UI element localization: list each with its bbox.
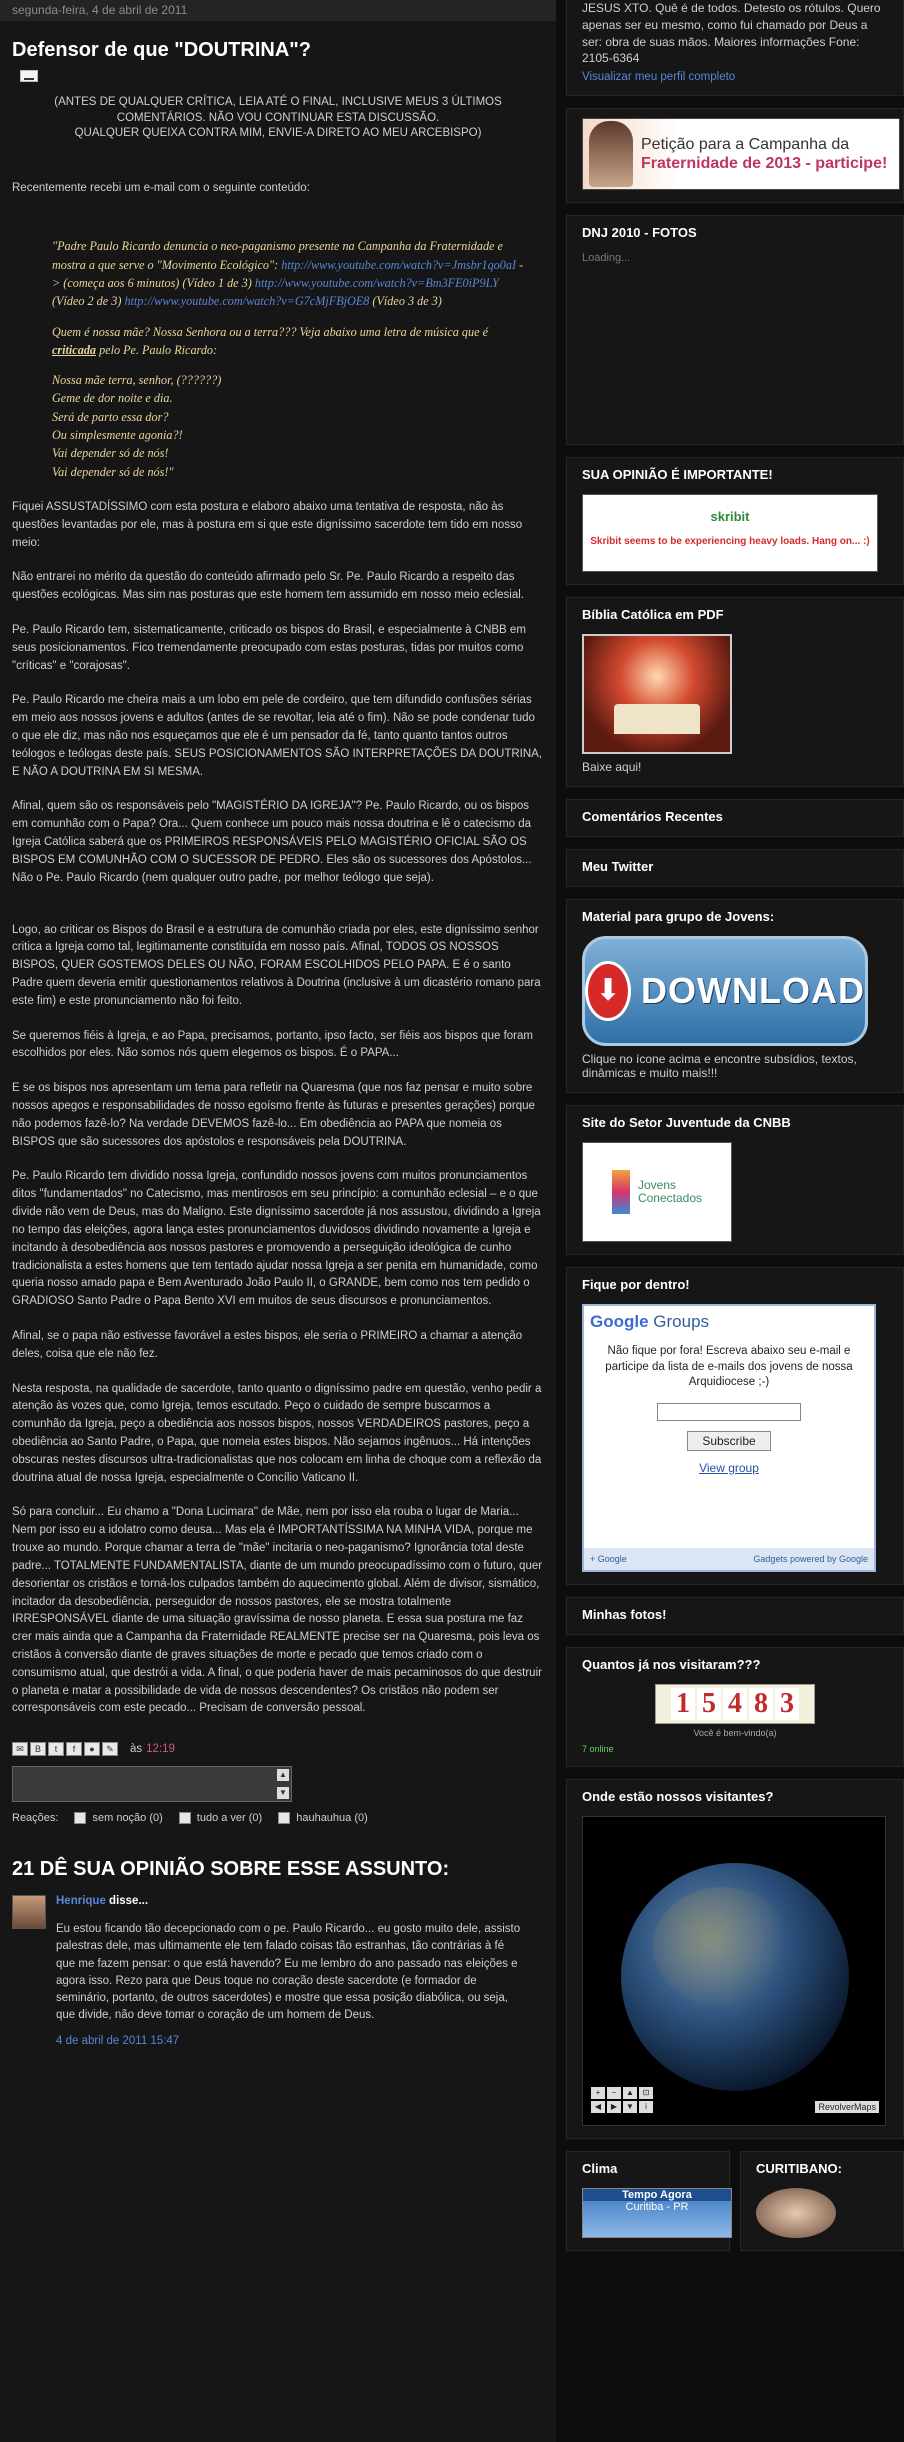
widget-title: Site do Setor Juventude da CNBB xyxy=(582,1115,791,1131)
dnj-photos-widget xyxy=(566,215,904,445)
widget-title: SUA OPINIÃO É IMPORTANTE! xyxy=(582,467,773,483)
google-groups-logo: Google Groups xyxy=(590,1312,710,1332)
skribit-logo: skribit xyxy=(710,509,750,525)
post-title[interactable]: Defensor de que "DOUTRINA"? xyxy=(12,39,311,61)
widget-title: Onde estão nossos visitantes? xyxy=(582,1789,774,1805)
globe-controls xyxy=(591,2087,653,2113)
paragraph: Se queremos fiéis à Igreja, e ao Papa, precisamos, portanto, ipso facto, ser fiéis aos bispos que foram escolhidos por eles. Não somos nós quem elegemos os bispos. É o PAPA... xyxy=(12,1029,533,1060)
paragraph: Nesta resposta, na qualidade de sacerdote, tanto quanto o digníssimo padre em questão, venho pedir a atenção às vozes que, como Igreja, temos escutado. Peço o cuidado de sempre buscarmos a comunhão da Igreja, peço a obediência aos nossos bispos, nossos VERDADEIROS pastores, peço a obediência ao Santo Padre, o Papa, que nomeia estes bispos. Não sejamos ingênuos... Há intenções obscuras nestes discursos ultra-tradicionalistas que nos colocam em linha de choque com a reflexão da doutrina atual de nossa Igreja, especialmente o Concílio Vaticano II. xyxy=(12,1382,542,1484)
petition-photo xyxy=(589,121,633,187)
paragraph: Pe. Paulo Ricardo me cheira mais a um lobo em pele de cordeiro, que tem difundido confusões sérias em meio aos nossos jovens e adultos (antes de se revoltar, leia até o fim). Não se pode condenar tudo o que ele diz, mas não nos esqueçamos que ele é um pensador da fé, tanto quanto tantos outros teólogos e teólogas deste país. SEUS POSICIONAMENTOS SÃO INTERPRETAÇÕES DA DOUTRINA, E NÃO A DOUTRINA EM SI MESMA. xyxy=(12,694,543,778)
reactions: Reações: sem noção (0) tudo a ver (0) hauhauhua (0) xyxy=(12,1812,368,1825)
post-time-link[interactable]: 12:19 xyxy=(146,1743,175,1756)
revolvermaps-link[interactable]: RevolverMaps xyxy=(815,2101,879,2113)
arrow-right-icon[interactable]: ▶ xyxy=(607,2101,621,2113)
intro-text: Recentemente recebi um e-mail com o seguinte conteúdo: xyxy=(12,181,310,194)
twitter-widget xyxy=(566,849,904,887)
gadgets-powered[interactable]: Gadgets powered by Google xyxy=(753,1554,868,1565)
arrow-up-icon[interactable]: ▲ xyxy=(623,2087,637,2099)
petition-banner[interactable]: Petição para a Campanha da Fraternidade de 2013 - participe! xyxy=(582,118,900,190)
avatar[interactable] xyxy=(12,1895,46,1929)
arrow-left-icon[interactable]: ◀ xyxy=(591,2101,605,2113)
profile-widget xyxy=(566,0,904,96)
subscribe-button[interactable]: Subscribe xyxy=(687,1431,771,1451)
video-link-1[interactable]: http://www.youtube.com/watch?v=Jmsbr1qo0aI xyxy=(281,257,517,272)
info-icon[interactable]: i xyxy=(639,2101,653,2113)
song-lyrics: Nossa mãe terra, senhor, (??????) Geme de dor noite e dia. Será de parto essa dor? Ou simplesmente agonia?! Vai depender só de nós! Vai depender só de nós!" xyxy=(52,373,222,479)
gadget-footer xyxy=(584,1548,874,1570)
arrow-down-icon[interactable]: ▼ xyxy=(623,2101,637,2113)
curitiba-image[interactable] xyxy=(756,2188,836,2238)
zoom-in-icon[interactable]: + xyxy=(591,2087,605,2099)
visits-widget xyxy=(566,1647,904,1767)
buzz-share-icon[interactable]: ● xyxy=(84,1742,100,1756)
jovens-conectados-logo[interactable]: Jovens Conectados xyxy=(582,1142,732,1242)
zoom-out-icon[interactable]: − xyxy=(607,2087,621,2099)
widget-title: CURITIBANO: xyxy=(756,2161,842,2177)
groups-description: Não fique por fora! Escreva abaixo seu e-mail e participe da lista de e-mails dos jovens de nossa Arquidiocese ;-) xyxy=(605,1345,853,1389)
youth-material-widget xyxy=(566,899,904,1093)
widget-title: Quantos já nos visitaram??? xyxy=(582,1657,761,1673)
profile-link[interactable]: Visualizar meu perfil completo xyxy=(582,71,736,84)
recent-comments-widget xyxy=(566,799,904,837)
comment: Henrique disse... Eu estou ficando tão decepcionado com o pe. Paulo Ricardo... eu gosto muito dele, assisto palestras dele, mas ultimamente ele tem falado coisas tão estranhas, tão contrárias à fé que me fazem pensar: o que está havendo? Eu me lembro do ano passado nas eleições e agora isso. Rezo para que Deus toque no coração deste sacerdote (e formador de seminário, portanto, de outros sacerdotes) e mostre que essa posição diabólica, ou seja, que divide, não deve tomar o coração de um homem de Deus. 4 de abril de 2011 15:47 xyxy=(12,1895,556,2047)
paragraph: Afinal, se o papa não estivesse favorável a estes bispos, ele seria o PRIMEIRO a chamar a atenção deles, coisa que ele não fez. xyxy=(12,1329,523,1360)
email-share-icon[interactable]: ✉ xyxy=(12,1742,28,1756)
paragraph: Só para concluir... Eu chamo a "Dona Lucimara" de Mãe, nem por isso ela rouba o lugar de Maria... Nem por isso eu a idolatro como deusa... Mas ela é IMPORTANTÍSSIMA NA MINHA VIDA, porque me trouxe ao mundo. Porque chamar a terra de "mãe" incitaria o neo-paganismo? Ignorância total deste padre... TOTALMENTE FUNDAMENTALISTA, diante de um mundo preocupadíssimo com o futuro, quer desorientar os cristãos e torná-los culpados também do aquecimento global. Além de divisor, sismático, incitador da desobediência, perseguidor de nossos pastores, ele se mostra totalmente IRRESPONSÁVEL diante de uma situação gravíssima de nosso planeta. E essa sua postura me faz crer mais ainda que a Campanha da Fraternidade REALMENTE precise ser na Quaresma, pois leva os cristãos à conversão diante de graves situações de morte e pecado que temos criado com o consumismo atual, que destrói a vida. A final, o que poderia haver de mais pecaminosos do que destruir o planeta e matar a possibilidade de vida de nossos descendentes? Os cristãos não podem ser corresponsáveis com este pecado... Precisam de conversão pessoal. xyxy=(12,1506,543,1715)
reaction-option[interactable]: hauhauhua (0) xyxy=(278,1812,368,1824)
weather-box[interactable]: Tempo Agora Curitiba - PR xyxy=(582,2188,732,2238)
widget-title: Fique por dentro! xyxy=(582,1277,690,1293)
opinion-widget xyxy=(566,457,904,585)
paragraph: Pe. Paulo Ricardo tem dividido nossa Igreja, confundido nossos jovens com muitos pronunciamentos ditos "fundamentados" no Catecismo, mas mentirosos em seu princípio: a comunhão eclesial – e o que divide não vem de Deus, mas do Maligno. Este digníssimo sacerdote já nos assustou, dividindo a Igreja no tempo das eleições, agora lança estes pronunciamentos duvidosos dividindo novamente a Igreja e incitando à desobediência aos nossos pastores e promovendo a perseguição ideológica de cunho tradicionalista a estes homens que tem tentado ajudar nossa Igreja a ser penita em humanidade, como queria nosso amado papa e Bem Aventurado João Paulo II, o GRANDE, bem como nos tem pedido o GRADIOSO Santo Padre o Papa Bento XVI em muitos de seus discursos e pronunciamentos. xyxy=(12,1170,541,1308)
download-caption: Clique no ícone acima e encontre subsídios, textos, dinâmicas e muito mais!!! xyxy=(582,1052,857,1081)
photos-widget xyxy=(566,1597,904,1635)
reaction-checkbox[interactable] xyxy=(179,1812,191,1824)
fullscreen-icon[interactable]: ⊡ xyxy=(639,2087,653,2099)
paragraph: Afinal, quem são os responsáveis pelo "MAGISTÉRIO DA IGREJA"? Pe. Paulo Ricardo, ou os bispos em comunhão com o Papa? Ora... Quem conhece um pouco mais nossa doutrina e lê o catecismo da Igreja Católica saberá que os PRIMEIROS RESPONSÁVEIS PELO MAGISTÉRIO OFICIAL SÃO OS BISPOS EM COMUNHÃO COM O SUCESSOR DE PEDRO. Eles são os sucessores dos Apóstolos... Não o Pe. Paulo Ricardo (nem qualquer outro padre, por melhor teólogo que seja). xyxy=(12,800,532,884)
counter-note: Você é bem-vindo(a) xyxy=(693,1728,777,1739)
online-count: 7 online xyxy=(582,1744,614,1755)
paragraph: Fiquei ASSUSTADÍSSIMO com esta postura e elaboro abaixo uma tentativa de resposta, não às questões levantadas por ele, mas à postura em si que este digníssimo sacerdote tem tido em nosso meio: xyxy=(12,500,523,549)
paragraph: Não entrarei no mérito da questão do conteúdo afirmado pelo Sr. Pe. Paulo Ricardo a respeito das questões ecológicas. Mas sim nas posturas que este homem tem assumido em nosso meio eclesial. xyxy=(12,571,524,602)
google-groups-box xyxy=(582,1304,876,1572)
reaction-checkbox[interactable] xyxy=(74,1812,86,1824)
widget-title: Meu Twitter xyxy=(582,859,654,875)
petition-widget xyxy=(566,108,904,203)
widget-title: Bíblia Católica em PDF xyxy=(582,607,724,623)
post-body xyxy=(0,95,556,1718)
view-group-link[interactable]: View group xyxy=(699,1460,759,1475)
groups-widget xyxy=(566,1267,904,1585)
weather-widget xyxy=(566,2151,730,2251)
skribit-error: Skribit seems to be experiencing heavy loads. Hang on... :) xyxy=(590,536,870,548)
post-notice: (ANTES DE QUALQUER CRÍTICA, LEIA ATÉ O FINAL, INCLUSIVE MEUS 3 ÚLTIMOS COMENTÁRIOS. NÃO VOU CONTINUAR ESTA DISCUSSÃO. QUALQUER QUEIXA CONTRA MIM, ENVIE-A DIRETO AO MEU ARCEBISPO) xyxy=(54,96,502,140)
curitiba-widget xyxy=(740,2151,904,2251)
download-arrow-icon: ⬇ xyxy=(585,961,631,1021)
skribit-box[interactable] xyxy=(582,494,878,572)
paragraph: E se os bispos nos apresentam um tema para refletir na Quaresma (que nos faz pensar e muito sobre nossos apegos e responsabilidades de nosso egoísmo frente às futuras e presentes gerações) porque não podemos fazê-lo? Na verdade DEVEMOS fazê-lo... Em obediência ao PAPA que nomeia os BISPOS que são sucessores dos apóstolos e responsáveis pela DOUTRINA. xyxy=(12,1082,535,1148)
add-to-google-button[interactable]: + Google xyxy=(590,1554,627,1565)
widget-title: Comentários Recentes xyxy=(582,809,723,825)
reaction-option[interactable]: tudo a ver (0) xyxy=(179,1812,262,1824)
cross-icon xyxy=(612,1170,630,1214)
reaction-option[interactable]: sem noção (0) xyxy=(74,1812,162,1824)
quick-edit-icon[interactable]: ✎ xyxy=(102,1742,118,1756)
comment-date-link[interactable]: 4 de abril de 2011 15:47 xyxy=(56,2034,180,2047)
reaction-checkbox[interactable] xyxy=(278,1812,290,1824)
widget-title: Clima xyxy=(582,2161,618,2177)
cnbb-widget xyxy=(566,1105,904,1255)
post-date: segunda-feira, 4 de abril de 2011 xyxy=(0,0,556,21)
scroll-up-icon[interactable]: ▲ xyxy=(277,1769,289,1781)
download-button[interactable]: ⬇ DOWNLOAD xyxy=(582,936,868,1046)
profile-text: JESUS XTO. Quê é de todos. Detesto os rótulos. Quero apenas ser eu mesmo, como fui chamado por Deus a ser: obra de suas mãos. Maiores informações Fone: 2105-6364 xyxy=(582,1,881,66)
widget-title: Material para grupo de Jovens: xyxy=(582,909,775,925)
paragraph: Pe. Paulo Ricardo tem, sistematicamente, criticado os bispos do Brasil, e especialmente à CNBB em seus posicionamentos. Fico tremendamente preocupado com estas posturas, tidas por muitos como "críticas" e "corajosas". xyxy=(12,623,526,672)
video-link-2[interactable]: http://www.youtube.com/watch?v=Bm3FE0iP9LY xyxy=(254,275,499,290)
bottom-widgets xyxy=(566,2151,904,2263)
blog-share-icon[interactable]: B xyxy=(30,1742,46,1756)
video-link-3[interactable]: http://www.youtube.com/watch?v=G7cMjFBjOE8 xyxy=(124,294,370,309)
paragraph: Logo, ao criticar os Bispos do Brasil e a estrutura de comunhão criada por eles, este digníssimo senhor critica a Igreja como tal, legitimamente constituída em nosso país. Afinal, TODOS OS NOSSOS BISPOS, QUER GOSTEMOS DELES OU NÃO, FORAM ESCOLHIDOS PELO PAPA. E é o santo Padre quem deveria emitir questionamentos relativos à Doutrina (inclusive à um dicastério romano para este fim) e este pronunciamento não foi feito. xyxy=(12,923,541,1007)
comment-author[interactable]: Henrique xyxy=(56,1895,106,1908)
sidebar xyxy=(566,0,904,2442)
widget-title: Minhas fotos! xyxy=(582,1607,667,1623)
bible-widget xyxy=(566,597,904,787)
bible-image[interactable] xyxy=(582,634,732,754)
widget-title: DNJ 2010 - FOTOS xyxy=(582,225,697,241)
email-quote: "Padre Paulo Ricardo denuncia o neo-paganismo presente na Campanha da Fraternidade e mostra a que serve o "Movimento Ecológico": http://www.youtube.com/watch?v=Jmsbr1qo0aI -> (começa aos 6 minutos) (Vídeo 1 de 3) http://www.youtube.com/watch?v=Bm3FE0iP9LY (Vídeo 2 de 3) http://www.youtube.com/watch?v=G7cMjFBjOE8 (Vídeo 3 de 3) Quem é nossa mãe? Nossa Senhora ou a terra??? Veja abaixo uma letra de música que é criticada pelo Pe. Paulo Ricardo: Nossa mãe terra, senhor, (??????) Geme de dor noite e dia. Será de parto essa dor? Ou simplesmente agonia?! Vai depender só de nós! Vai depender só de nós!" xyxy=(52,237,544,481)
visitor-globe[interactable] xyxy=(582,1816,886,2126)
scroll-down-icon[interactable]: ▼ xyxy=(277,1787,289,1799)
twitter-share-icon[interactable]: t xyxy=(48,1742,64,1756)
share-bar: ✉ B t f ● ✎ às 12:19 xyxy=(12,1740,556,1758)
visitors-map-widget xyxy=(566,1779,904,2139)
bible-caption: Baixe aqui! xyxy=(582,760,642,775)
visit-counter[interactable]: 1 5 4 8 3 xyxy=(655,1684,815,1724)
facebook-share-icon[interactable]: f xyxy=(66,1742,82,1756)
loading-text: Loading... xyxy=(582,252,631,265)
comments-heading: 21 DÊ SUA OPINIÃO SOBRE ESSE ASSUNTO: xyxy=(12,1858,450,1881)
email-post-icon[interactable] xyxy=(20,70,38,82)
comment-text: Eu estou ficando tão decepcionado com o pe. Paulo Ricardo... eu gosto muito dele, assisto palestras dele, mas ultimamente ele tem falado coisas tão estranhas, tão contrárias à fé que me fazem pensar: o que está havendo? Eu me lembro do ano passado nas eleições e agora isso. Rezo para que Deus toque no coração deste sacerdote (e formador de seminário, portanto, de outros sacerdotes) e mostre que essa posição diabólica, ou seja, que divide, não deve tomar o coração de um homem de Deus. xyxy=(56,1923,521,2022)
email-field[interactable] xyxy=(657,1403,801,1421)
comment-scroll-box[interactable] xyxy=(12,1766,292,1802)
